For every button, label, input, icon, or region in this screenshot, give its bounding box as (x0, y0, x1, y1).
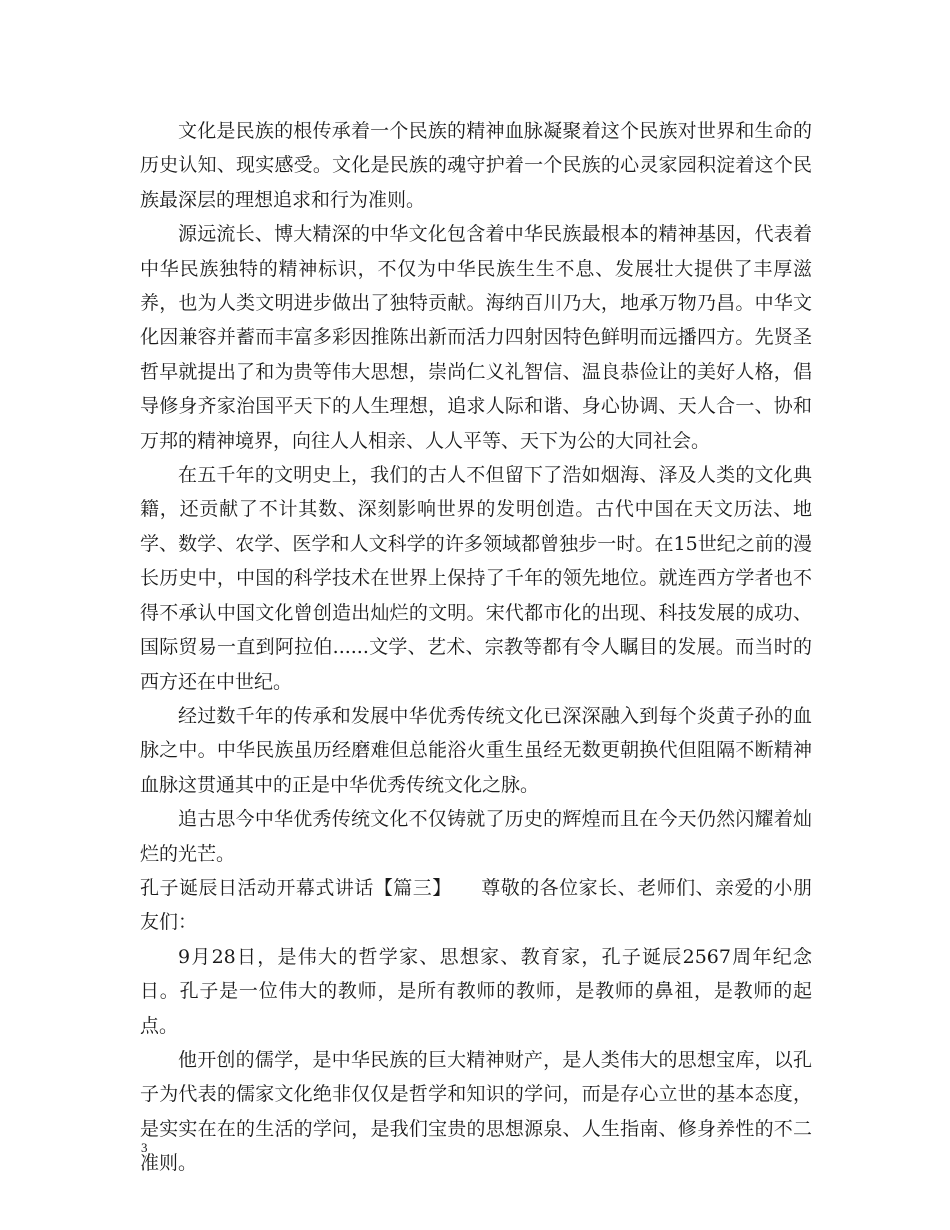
paragraph-past-present: 追古思今中华优秀传统文化不仅铸就了历史的辉煌而且在今天仍然闪耀着灿烂的光芒。 (140, 808, 812, 865)
section-heading-speech: 孔子诞辰日活动开幕式讲话【篇三】 尊敬的各位家长、老师们、亲爱的小朋友们： (140, 876, 812, 934)
paragraph-five-thousand-years: 在五千年的文明史上，我们的古人不但留下了浩如烟海、泽及人类的文化典籍，还贡献了不计其数、深刻影响世界的发明创造。古代中国在天文历法、地学、数学、农学、医学和人文科学的许多领域都曾独步一时。在15世纪之前的漫长历史中，中国的科学技术在世界上保持了千年的领先地位。就连西方学者也不得不承认中国文化曾创造出灿烂的文明。宋代都市化的出现、科技发展的成功、国际贸易一直到阿拉伯......文学、艺术、宗教等都有令人瞩目的发展。而当时的西方还在中世纪。 (140, 464, 812, 693)
paragraph-confucius-birthday: 9月28日，是伟大的哲学家、思想家、教育家，孔子诞辰2567周年纪念日。孔子是一位伟大的教师，是所有教师的教师，是教师的鼻祖，是教师的起点。 (140, 945, 812, 1037)
paragraph-inheritance: 经过数千年的传承和发展中华优秀传统文化已深深融入到每个炎黄子孙的血脉之中。中华民族虽历经磨难但总能浴火重生虽经无数更朝换代但阻隔不断精神血脉这贯通其中的正是中华优秀传统文化之脉。 (140, 704, 812, 796)
page-number: 3 (141, 1140, 148, 1155)
paragraph-confucianism: 他开创的儒学，是中华民族的巨大精神财产，是人类伟大的思想宝库，以孔子为代表的儒家文化绝非仅仅是哲学和知识的学问，而是存心立世的基本态度，是实实在在的生活的学问，是我们宝贵的思想源泉、人生指南、修身养性的不二准则。 (140, 1048, 812, 1175)
paragraph-culture-root: 文化是民族的根传承着一个民族的精神血脉凝聚着这个民族对世界和生命的历史认知、现实感受。文化是民族的魂守护着一个民族的心灵家园积淀着这个民族最深层的理想追求和行为准则。 (140, 120, 812, 211)
paragraph-chinese-culture: 源远流长、博大精深的中华文化包含着中华民族最根本的精神基因，代表着中华民族独特的精神标识，不仅为中华民族生生不息、发展壮大提供了丰厚滋养，也为人类文明进步做出了独特贡献。海纳百川乃大，地承万物乃昌。中华文化因兼容并蓄而丰富多彩因推陈出新而活力四射因特色鲜明而远播四方。先贤圣哲早就提出了和为贵等伟大思想，崇尚仁义礼智信、温良恭俭让的美好人格，倡导修身齐家治国平天下的人生理想，追求人际和谐、身心协调、天人合一、协和万邦的精神境界，向往人人相亲、人人平等、天下为公的大同社会。 (140, 223, 812, 452)
body-text (140, 114, 812, 1181)
